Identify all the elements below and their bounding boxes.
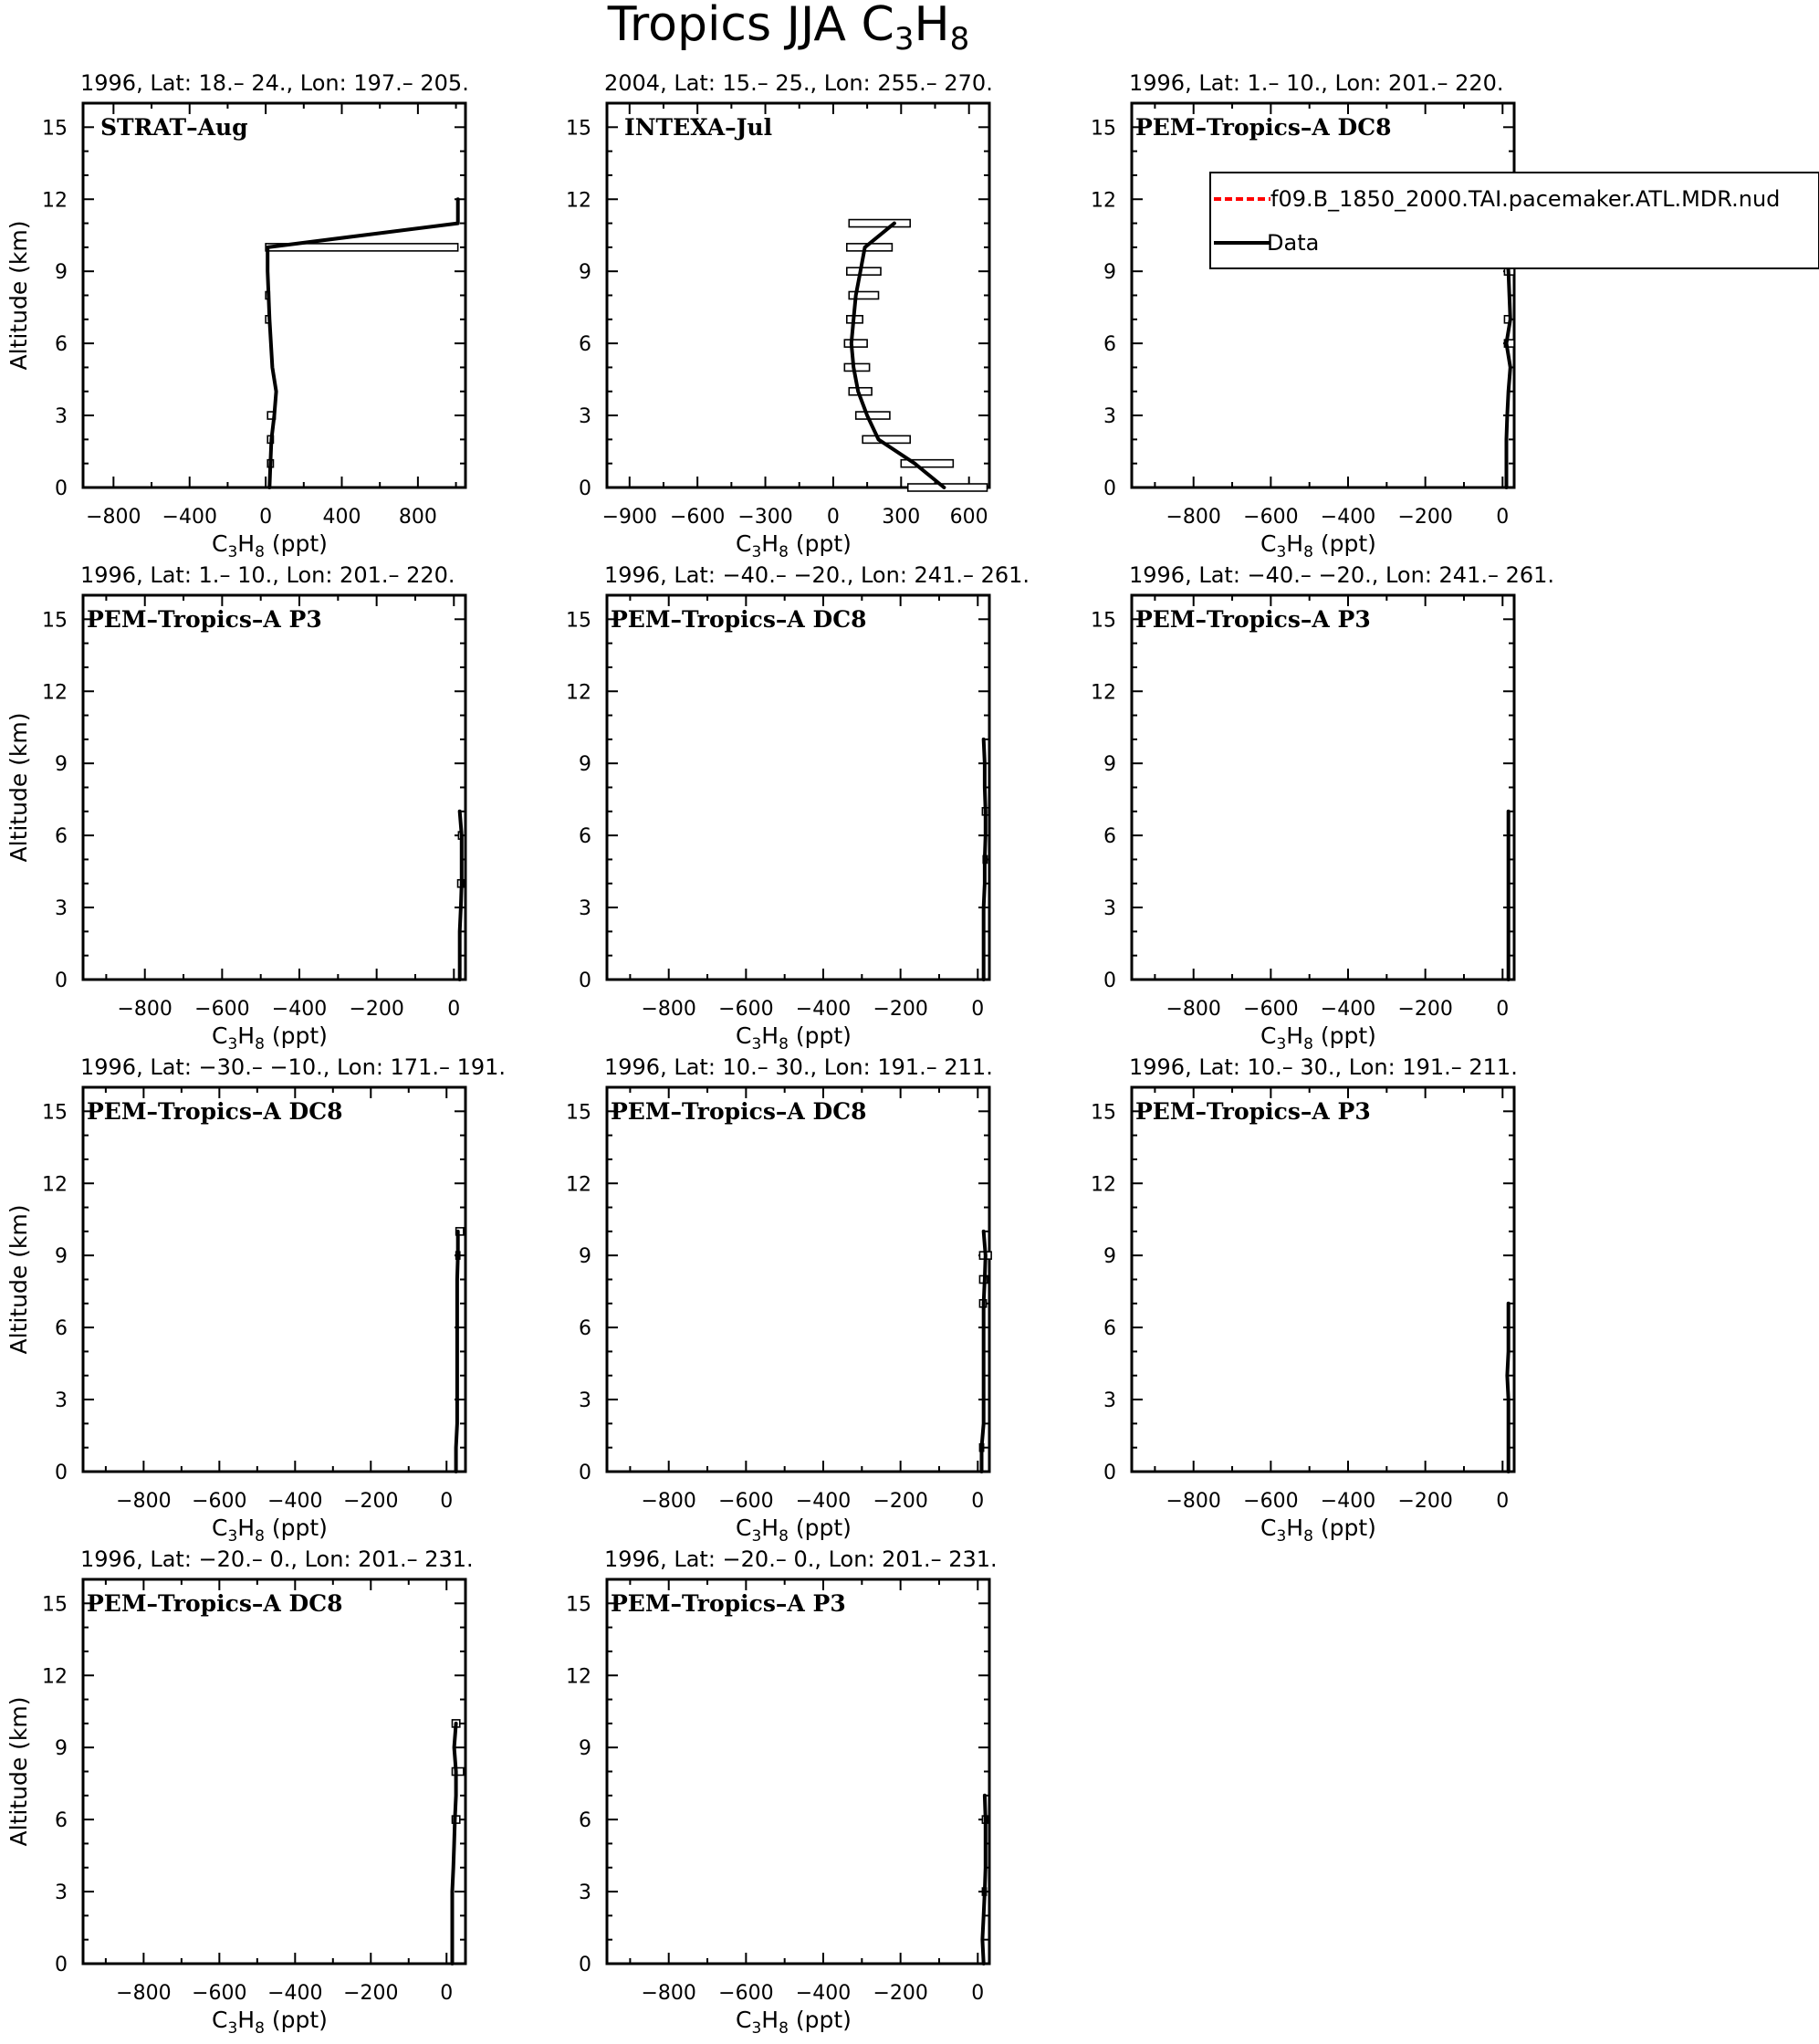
y-tick-label: 9	[55, 1245, 68, 1269]
x-tick-label: −400	[795, 998, 852, 1021]
panel-1	[5, 70, 469, 561]
campaign-label: PEM–Tropics–A P3	[1135, 606, 1371, 633]
x-tick-label: −200	[873, 998, 928, 1021]
x-tick-label: 0	[447, 998, 461, 1021]
y-tick-label: 9	[1103, 753, 1116, 777]
y-tick-label: 6	[55, 333, 68, 357]
panel-header: 1996, Lat: 18.– 24., Lon: 197.– 205.	[80, 70, 469, 96]
x-tick-label: −400	[1320, 506, 1376, 529]
error-bar	[847, 267, 881, 275]
x-axis-label: $C_3H_8$ (ppt)	[736, 1022, 852, 1053]
x-tick-label: −800	[1166, 506, 1221, 529]
x-tick-label: 0	[971, 998, 985, 1021]
y-tick-label: 9	[1103, 261, 1116, 285]
x-tick-label: −800	[1166, 998, 1221, 1021]
x-tick-label: −400	[267, 1490, 323, 1513]
y-tick-label: 12	[566, 1173, 591, 1197]
y-tick-label: 12	[42, 189, 68, 213]
plot-frame	[1132, 103, 1514, 487]
series-line	[453, 1724, 456, 1964]
legend	[1210, 173, 1819, 268]
panel-9	[1091, 1054, 1518, 1546]
x-tick-label: −400	[1320, 1490, 1376, 1513]
y-tick-label: 9	[579, 1737, 591, 1761]
x-tick-label: −800	[117, 998, 172, 1021]
y-tick-label: 12	[566, 1665, 591, 1689]
error-bar	[862, 435, 910, 443]
plot-frame	[607, 1087, 989, 1472]
series-line	[982, 1232, 986, 1472]
campaign-label: PEM–Tropics–A P3	[1135, 1098, 1371, 1125]
x-tick-label: −400	[795, 1982, 852, 2005]
y-tick-label: 0	[55, 1954, 68, 1976]
x-tick-label: −800	[116, 1982, 172, 2005]
y-tick-label: 3	[55, 1389, 68, 1413]
y-tick-label: 0	[1103, 1462, 1116, 1484]
y-tick-label: 3	[55, 1882, 68, 1905]
y-tick-label: 3	[1103, 1389, 1116, 1413]
y-tick-label: 0	[579, 1462, 591, 1484]
y-tick-label: 0	[55, 1462, 68, 1484]
y-tick-label: 15	[566, 117, 591, 141]
plot-frame	[607, 595, 989, 980]
y-tick-label: 9	[55, 261, 68, 285]
y-tick-label: 3	[55, 897, 68, 921]
y-tick-label: 12	[1091, 681, 1116, 705]
panel-header: 1996, Lat: 10.– 30., Lon: 191.– 211.	[1129, 1054, 1518, 1080]
y-tick-label: 0	[1103, 970, 1116, 992]
panel-header: 1996, Lat: −30.– −10., Lon: 171.– 191.	[80, 1054, 507, 1080]
plot-frame	[83, 1087, 465, 1472]
panels	[5, 70, 1554, 2038]
y-tick-label: 6	[55, 1317, 68, 1341]
y-axis-label: Altitude (km)	[5, 1204, 32, 1355]
x-tick-label: −600	[718, 1982, 774, 2005]
x-axis-label: $C_3H_8$ (ppt)	[736, 530, 852, 561]
panel-10	[5, 1546, 474, 2038]
y-tick-label: 12	[42, 1173, 68, 1197]
campaign-label: PEM–Tropics–A DC8	[611, 1098, 867, 1125]
y-tick-label: 15	[42, 1593, 68, 1617]
y-tick-label: 9	[55, 753, 68, 777]
x-tick-label: −600	[192, 1490, 247, 1513]
y-tick-label: 6	[579, 333, 591, 357]
y-tick-label: 15	[566, 1101, 591, 1125]
x-tick-label: −600	[718, 1490, 774, 1513]
x-tick-label: 400	[322, 506, 361, 529]
figure-title: Tropics JJA C3H8	[607, 0, 970, 58]
panel-header: 1996, Lat: 1.– 10., Lon: 201.– 220.	[80, 562, 455, 588]
x-tick-label: 0	[971, 1982, 985, 2005]
y-tick-label: 6	[55, 1809, 68, 1833]
x-tick-label: −400	[795, 1490, 852, 1513]
y-axis-label: Altitude (km)	[5, 712, 32, 863]
y-tick-label: 15	[42, 1101, 68, 1125]
y-tick-label: 6	[55, 825, 68, 849]
legend-data-label: Data	[1267, 230, 1320, 256]
y-tick-label: 9	[579, 261, 591, 285]
panel-6	[1091, 562, 1554, 1053]
x-tick-label: 0	[971, 1490, 985, 1513]
x-tick-label: −600	[718, 998, 774, 1021]
x-tick-label: −800	[641, 998, 696, 1021]
x-tick-label: 0	[1496, 998, 1510, 1021]
x-tick-label: −600	[1243, 1490, 1299, 1513]
plot-frame	[607, 1579, 989, 1964]
error-bar	[844, 340, 867, 347]
y-axis-label: Altitude (km)	[5, 220, 32, 371]
y-tick-label: 15	[566, 1593, 591, 1617]
campaign-label: PEM–Tropics–A P3	[611, 1590, 846, 1617]
x-tick-label: 0	[1496, 506, 1510, 529]
x-tick-label: −200	[1397, 506, 1453, 529]
x-axis-label: $C_3H_8$ (ppt)	[736, 1515, 852, 1546]
x-tick-label: −600	[192, 1982, 247, 2005]
x-axis-label: $C_3H_8$ (ppt)	[736, 2007, 852, 2038]
plot-frame	[83, 595, 465, 980]
y-tick-label: 3	[1103, 405, 1116, 429]
plot-frame	[607, 103, 989, 487]
x-axis-label: $C_3H_8$ (ppt)	[1260, 1515, 1376, 1546]
y-tick-label: 12	[42, 1665, 68, 1689]
series-line	[984, 739, 986, 980]
error-bar	[856, 412, 890, 419]
x-tick-label: −900	[601, 506, 658, 529]
campaign-label: PEM–Tropics–A DC8	[611, 606, 867, 633]
campaign-label: INTEXA–Jul	[624, 114, 773, 141]
y-tick-label: 9	[579, 753, 591, 777]
x-axis-label: $C_3H_8$ (ppt)	[212, 2007, 328, 2038]
y-tick-label: 0	[1103, 477, 1116, 500]
x-tick-label: 0	[440, 1490, 454, 1513]
y-tick-label: 6	[579, 1809, 591, 1833]
series-line	[267, 199, 458, 487]
x-axis-label: $C_3H_8$ (ppt)	[1260, 1022, 1376, 1053]
y-tick-label: 12	[566, 189, 591, 213]
panel-header: 1996, Lat: −20.– 0., Lon: 201.– 231.	[604, 1546, 998, 1572]
y-tick-label: 3	[55, 405, 68, 429]
campaign-label: PEM–Tropics–A P3	[87, 606, 322, 633]
x-tick-label: −200	[343, 1490, 399, 1513]
x-tick-label: −600	[669, 506, 726, 529]
x-tick-label: −600	[1243, 998, 1299, 1021]
x-axis-label: $C_3H_8$ (ppt)	[1260, 530, 1376, 561]
x-axis-label: $C_3H_8$ (ppt)	[212, 530, 328, 561]
series-line	[1507, 1304, 1508, 1472]
x-tick-label: 600	[949, 506, 988, 529]
x-tick-label: 0	[1496, 1490, 1510, 1513]
x-tick-label: −300	[737, 506, 793, 529]
x-tick-label: 800	[398, 506, 437, 529]
y-tick-label: 15	[42, 117, 68, 141]
x-tick-label: 0	[440, 1982, 454, 2005]
y-tick-label: 6	[1103, 1317, 1116, 1341]
panel-5	[566, 562, 1030, 1053]
series-line	[1507, 247, 1511, 487]
y-tick-label: 3	[1103, 897, 1116, 921]
y-tick-label: 15	[42, 609, 68, 633]
x-tick-label: −200	[1397, 998, 1453, 1021]
series-line	[460, 812, 462, 980]
panel-7	[5, 1054, 506, 1546]
y-tick-label: 9	[1103, 1245, 1116, 1269]
panel-header: 1996, Lat: −40.– −20., Lon: 241.– 261.	[1129, 562, 1555, 588]
campaign-label: PEM–Tropics–A DC8	[87, 1098, 343, 1125]
x-tick-label: −200	[873, 1982, 928, 2005]
error-bar	[849, 220, 910, 227]
x-tick-label: −200	[1397, 1490, 1453, 1513]
error-bar	[908, 484, 988, 491]
y-tick-label: 3	[579, 897, 591, 921]
x-tick-label: −800	[641, 1982, 696, 2005]
x-tick-label: 0	[826, 506, 840, 529]
y-tick-label: 15	[1091, 1101, 1116, 1125]
y-tick-label: 12	[1091, 189, 1116, 213]
panel-header: 1996, Lat: −40.– −20., Lon: 241.– 261.	[604, 562, 1030, 588]
y-tick-label: 12	[566, 681, 591, 705]
x-tick-label: −600	[1243, 506, 1299, 529]
x-tick-label: −200	[343, 1982, 399, 2005]
y-tick-label: 9	[55, 1737, 68, 1761]
campaign-label: PEM–Tropics–A DC8	[87, 1590, 343, 1617]
panel-header: 1996, Lat: −20.– 0., Lon: 201.– 231.	[80, 1546, 474, 1572]
y-tick-label: 0	[579, 477, 591, 500]
y-tick-label: 12	[1091, 1173, 1116, 1197]
x-tick-label: −400	[162, 506, 217, 529]
x-tick-label: −600	[194, 998, 250, 1021]
x-tick-label: −400	[1320, 998, 1376, 1021]
campaign-label: PEM–Tropics–A DC8	[1135, 114, 1392, 141]
x-axis-label: $C_3H_8$ (ppt)	[212, 1022, 328, 1053]
x-tick-label: −800	[641, 1490, 696, 1513]
error-bar	[452, 1768, 463, 1776]
y-tick-label: 3	[579, 1389, 591, 1413]
error-bar	[844, 363, 869, 371]
series-line	[456, 1232, 458, 1472]
x-tick-label: −800	[86, 506, 141, 529]
y-tick-label: 6	[579, 825, 591, 849]
panel-header: 1996, Lat: 1.– 10., Lon: 201.– 220.	[1129, 70, 1504, 96]
x-tick-label: −400	[267, 1982, 323, 2005]
y-tick-label: 6	[579, 1317, 591, 1341]
y-tick-label: 0	[579, 1954, 591, 1976]
series-line	[852, 224, 945, 487]
plot-frame	[1132, 595, 1514, 980]
legend-model-label: f09.B_1850_2000.TAI.pacemaker.ATL.MDR.nud	[1270, 186, 1781, 212]
y-tick-label: 15	[1091, 117, 1116, 141]
x-tick-label: −800	[116, 1490, 172, 1513]
y-tick-label: 15	[1091, 609, 1116, 633]
error-bar	[849, 292, 878, 299]
y-tick-label: 6	[1103, 825, 1116, 849]
y-tick-label: 6	[1103, 333, 1116, 357]
x-tick-label: 0	[259, 506, 273, 529]
x-tick-label: 300	[882, 506, 921, 529]
panel-8	[566, 1054, 993, 1546]
plot-frame	[83, 1579, 465, 1964]
y-tick-label: 12	[42, 681, 68, 705]
x-tick-label: −800	[1166, 1490, 1221, 1513]
y-tick-label: 15	[566, 609, 591, 633]
x-axis-label: $C_3H_8$ (ppt)	[212, 1515, 328, 1546]
y-tick-label: 0	[579, 970, 591, 992]
panel-3	[1091, 70, 1514, 561]
y-tick-label: 3	[579, 1882, 591, 1905]
x-tick-label: −200	[349, 998, 404, 1021]
y-tick-label: 0	[55, 970, 68, 992]
y-tick-label: 3	[579, 405, 591, 429]
x-tick-label: −200	[873, 1490, 928, 1513]
panel-11	[566, 1546, 998, 2038]
panel-4	[5, 562, 465, 1053]
panel-header: 1996, Lat: 10.– 30., Lon: 191.– 211.	[604, 1054, 993, 1080]
plot-frame	[1132, 1087, 1514, 1472]
y-axis-label: Altitude (km)	[5, 1696, 32, 1847]
campaign-label: STRAT–Aug	[100, 114, 248, 141]
y-tick-label: 0	[55, 477, 68, 500]
y-tick-label: 9	[579, 1245, 591, 1269]
panel-header: 2004, Lat: 15.– 25., Lon: 255.– 270.	[604, 70, 993, 96]
panel-2	[566, 70, 993, 561]
x-tick-label: −400	[271, 998, 328, 1021]
